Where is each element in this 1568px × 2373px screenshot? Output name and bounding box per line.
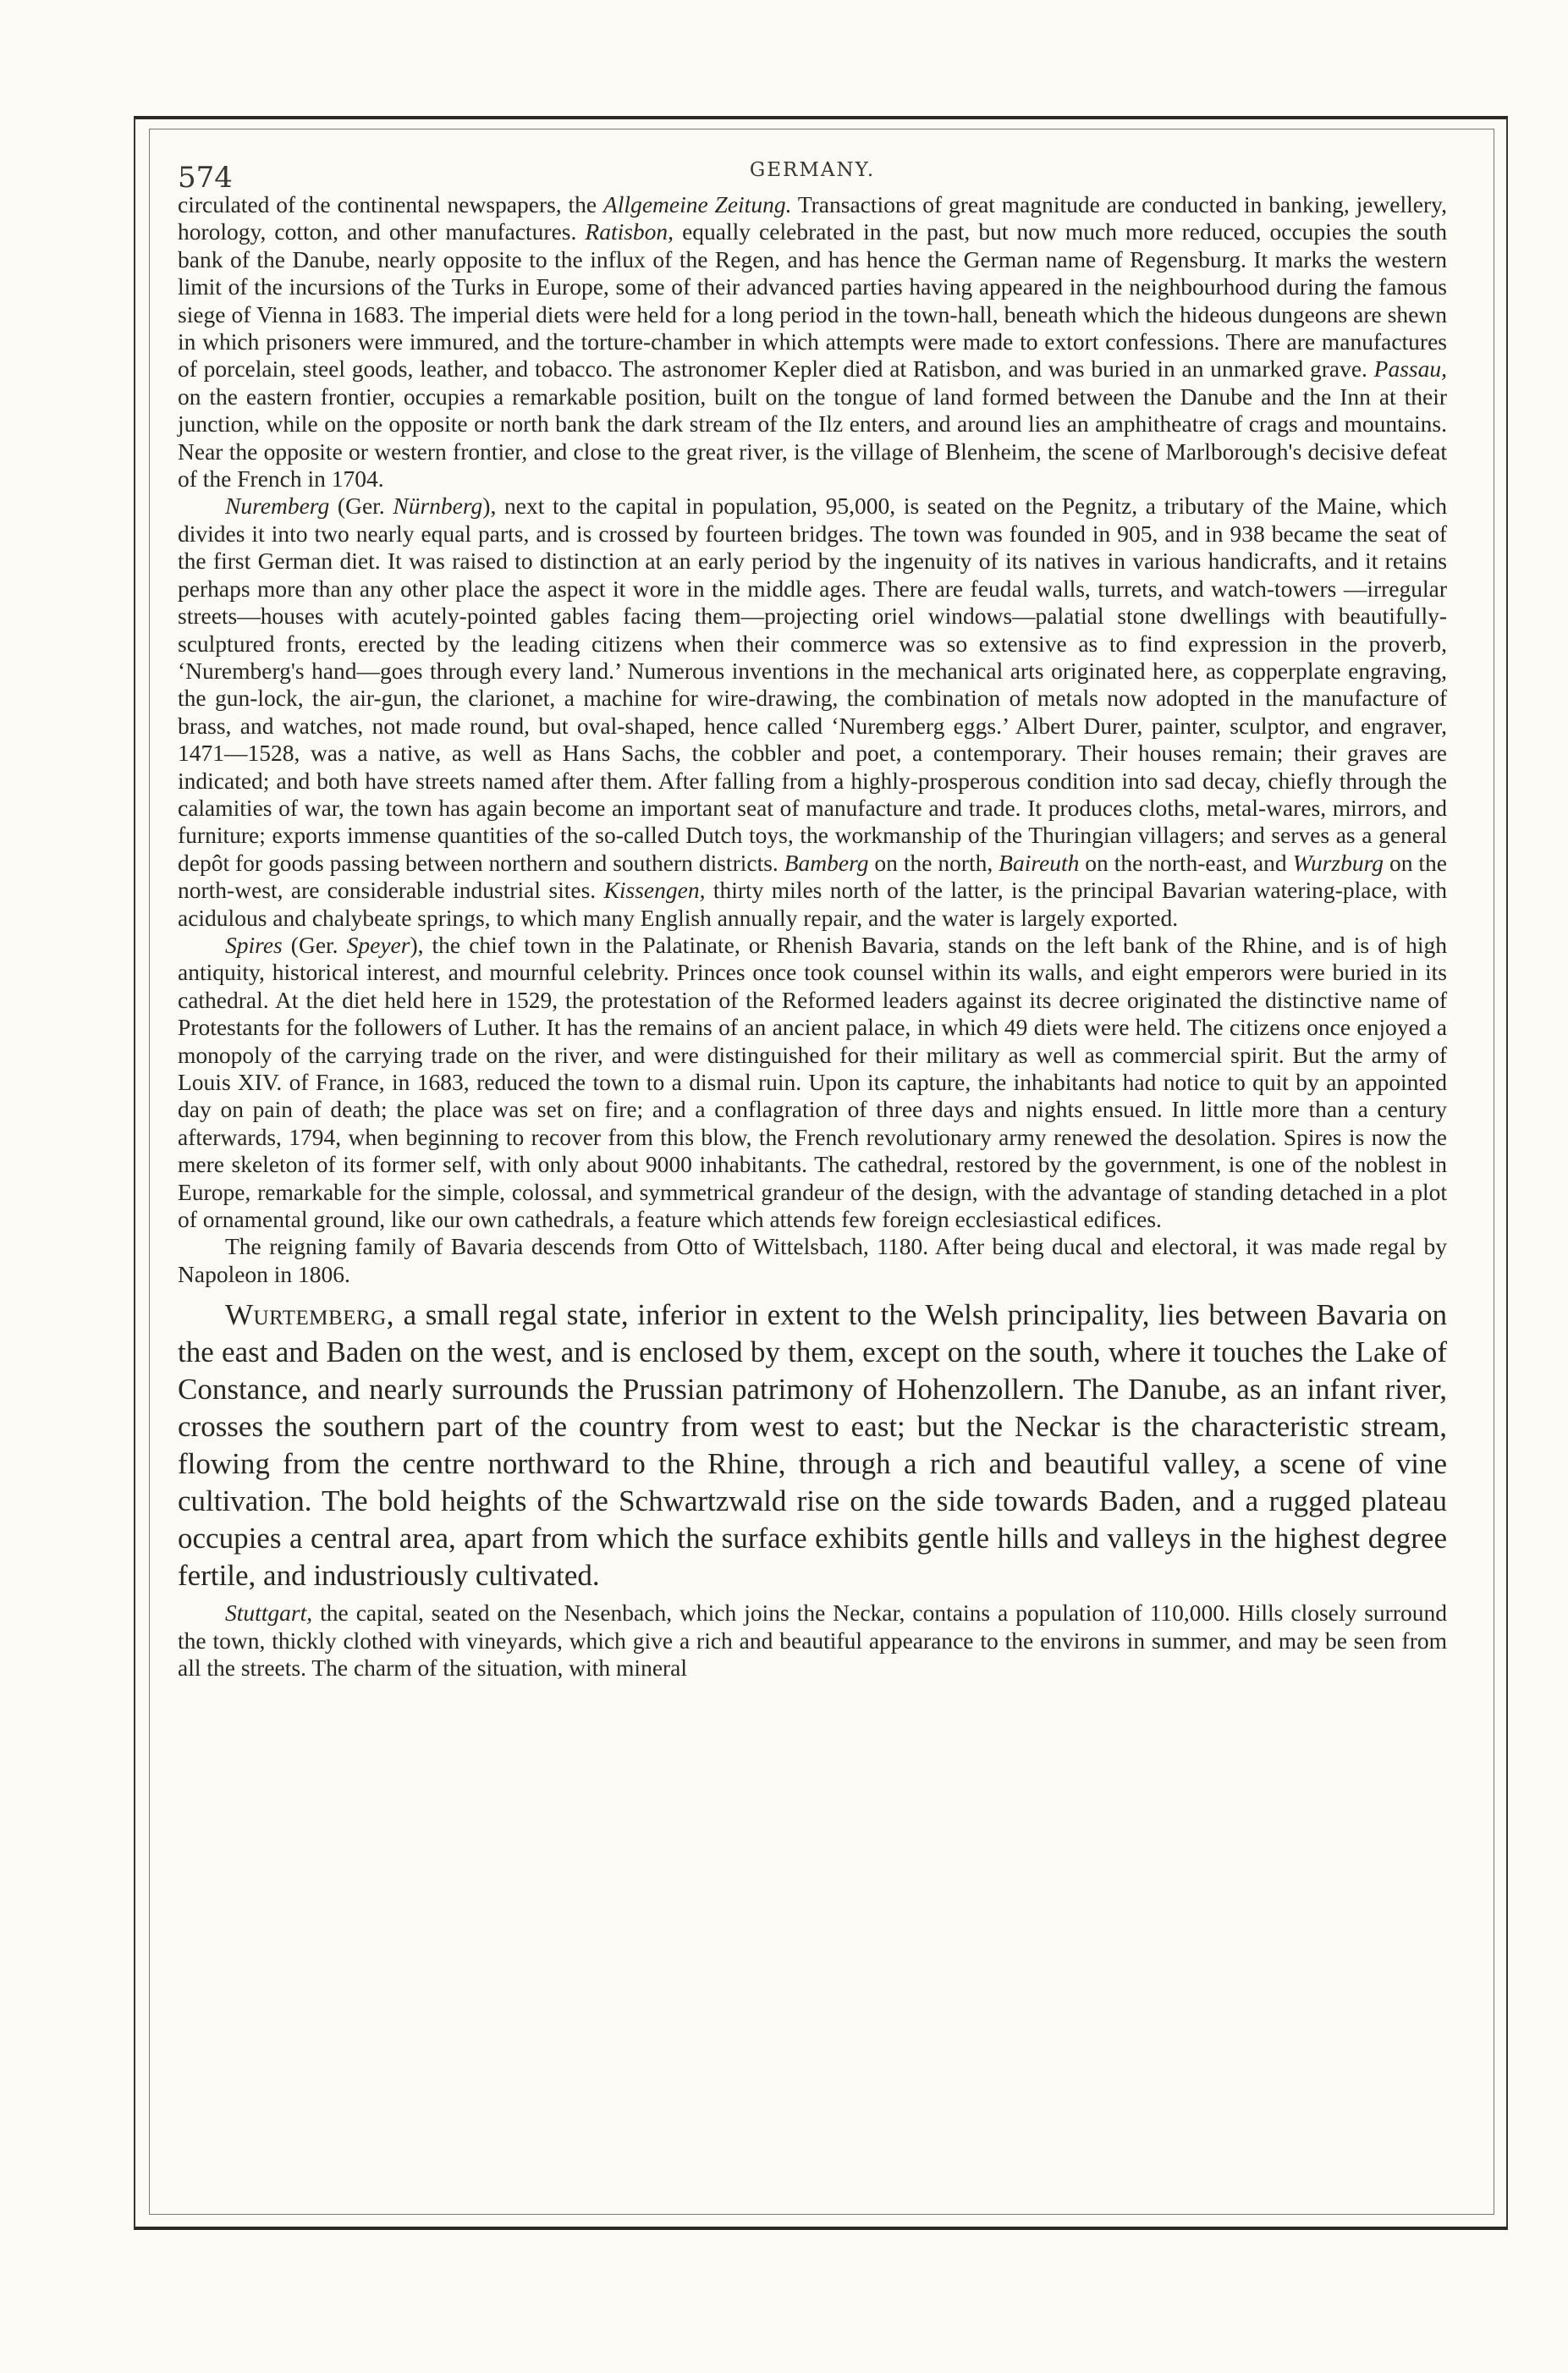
page-content: [178, 146, 1447, 1682]
wurtemberg-lead: Wurtemberg,: [225, 1298, 394, 1332]
stuttgart-text: the capital, seated on the Nesenbach, which joins the Neckar, contains a population of 110,000. Hills closely surround the town, thickly clothed with vineyards, which give a rich and beautiful appearance to the environs in summer, and may be seen from all the streets. The charm of the situation, with mineral: [178, 1599, 1447, 1682]
paragraph-bavaria-family: The reigning family of Bavaria descends from Otto of Wittelsbach, 1180. After being ducal and electoral, it was made regal by Napoleon in 1806.: [178, 1233, 1447, 1287]
page-header: [178, 146, 1447, 195]
italic-term: Kissengen,: [603, 877, 706, 904]
paragraph-wurtemberg: [178, 1297, 1447, 1594]
italic-term: Baireuth: [999, 849, 1080, 876]
running-head: GERMANY.: [749, 159, 876, 181]
page-number: 574: [178, 161, 233, 195]
italic-term: Nuremberg: [225, 493, 330, 520]
italic-term: Nürnberg: [393, 493, 483, 520]
wurtemberg-text: a small regal state, inferior in extent to the Welsh principality, lies between Bavaria on the east and Baden on the west, and is enclosed by them, except on the south, where it touches the Lake of Constance, and nearly surrounds the Prussian patrimony of Hohenzollern. The Danube, as an infant river, crosses the southern part of the country from west to east; but the Neckar is the characteristic stream, flowing from the centre northward to the Rhine, through a rich and beautiful valley, a scene of vine cultivation. The bold heights of the Schwartzwald rise on the side towards Baden, and a rugged plateau occupies a central area, apart from which the surface exhibits gentle hills and valleys in the highest degree fertile, and industriously cultivated.: [178, 1298, 1447, 1593]
italic-term: Allgemeine Zeitung.: [602, 191, 792, 217]
paragraph-ratisbon-passau: circulated of the continental newspapers, the Allgemeine Zeitung. Transactions of great magnitude are conducted in banking, jewellery, horology, cotton, and other manufactures. Ratisbon, equally celebrated in the past, but now much more reduced, occupies the south bank of the Danube, nearly opposite to the influx of the Regen, and has hence the German name of Regensburg. It marks the western limit of the incursions of the Turks in Europe, some of their advanced parties having appeared in the neighbourhood during the famous siege of Vienna in 1683. The imperial diets were held for a long period in the town-hall, beneath which the hideous dungeons are shewn in which prisoners were immured, and the torture-chamber in which attempts were made to extort confessions. There are manufactures of porcelain, steel goods, leather, and tobacco. The astronomer Kepler died at Ratisbon, and was buried in an unmarked grave. Passau, on the eastern frontier, occupies a remarkable position, built on the tongue of land formed between the Danube and the Inn at their junction, while on the opposite or north bank the dark stream of the Ilz enters, and around lies an amphitheatre of crags and mountains. Near the opposite or western frontier, and close to the great river, is the village of Blenheim, the scene of Marlborough's decisive defeat of the French in 1704.: [178, 191, 1447, 493]
italic-term: Bamberg: [784, 849, 869, 876]
italic-term: Passau,: [1373, 355, 1447, 383]
italic-term: Speyer: [346, 931, 410, 958]
paragraph-spires: Spires (Ger. Speyer), the chief town in the Palatinate, or Rhenish Bavaria, stands on the left bank of the Rhine, and is of high antiquity, historical interest, and mournful celebrity. Princes once took counsel within its walls, and eight emperors were buried in its cathedral. At the diet held here in 1529, the protestation of the Reformed leaders against its decree originated the distinctive name of Protestants for the followers of Luther. It has the remains of an ancient palace, in which 49 diets were held. The citizens once enjoyed a monopoly of the carrying trade on the river, and were distinguished for their military as well as commercial spirit. But the army of Louis XIV. of France, in 1683, reduced the town to a dismal ruin. Upon its capture, the inhabitants had notice to quit by an appointed day on pain of death; the place was set on fire; and a conflagration of three days and nights ensued. In little more than a century afterwards, 1794, when beginning to recover from this blow, the French revolutionary army renewed the desolation. Spires is now the mere skeleton of its former self, with only about 9000 inhabitants. The cathedral, restored by the government, is one of the noblest in Europe, remarkable for the simple, colossal, and symmetrical grandeur of the design, with the advantage of standing detached in a plot of ornamental ground, like our own cathedrals, a feature which attends few foreign ecclesiastical edifices.: [178, 931, 1447, 1233]
italic-term: Ratisbon,: [585, 218, 674, 245]
italic-term: Spires: [225, 931, 283, 958]
paragraph-nuremberg: Nuremberg (Ger. Nürnberg), next to the capital in population, 95,000, is seated on the Pegnitz, a tributary of the Maine, which divides it into two nearly equal parts, and is crossed by fourteen bridges. The town was founded in 905, and in 938 became the seat of the first German diet. It was raised to distinction at an early period by the ingenuity of its natives in various handicrafts, and it retains perhaps more than any other place the aspect it wore in the middle ages. There are feudal walls, turrets, and watch-towers —irregular streets—houses with acutely-pointed gables facing them—projecting oriel windows—palatial stone dwellings with beautifully-sculptured fronts, erected by the leading citizens when their commerce was so extensive as to find expression in the proverb, ‘Nuremberg's hand—goes through every land.’ Numerous inventions in the mechanical arts originated here, as copperplate engraving, the gun-lock, the air-gun, the clarionet, a machine for wire-drawing, the combination of metals now adopted in the manufacture of brass, and watches, not made round, but oval-shaped, hence called ‘Nuremberg eggs.’ Albert Durer, painter, sculptor, and engraver, 1471—1528, was a native, as well as Hans Sachs, the cobbler and poet, a contemporary. Their houses remain; their graves are indicated; and both have streets named after them. After falling from a highly-prosperous condition into sad decay, chiefly through the calamities of war, the town has again become an important seat of manufacture and trade. It produces cloths, metal-wares, mirrors, and furniture; exports immense quantities of the so-called Dutch toys, the workmanship of the Thuringian villagers; and serves as a general depôt for goods passing between northern and southern districts. Bamberg on the north, Baireuth on the north-east, and Wurzburg on the north-west, are considerable industrial sites. Kissengen, thirty miles north of the latter, is the principal Bavarian watering-place, with acidulous and chalybeate springs, to which many English annually repair, and the water is largely exported.: [178, 493, 1447, 931]
italic-term: Wurzburg: [1292, 849, 1384, 876]
paragraph-stuttgart: [178, 1599, 1447, 1682]
stuttgart-name: Stuttgart,: [225, 1599, 313, 1627]
